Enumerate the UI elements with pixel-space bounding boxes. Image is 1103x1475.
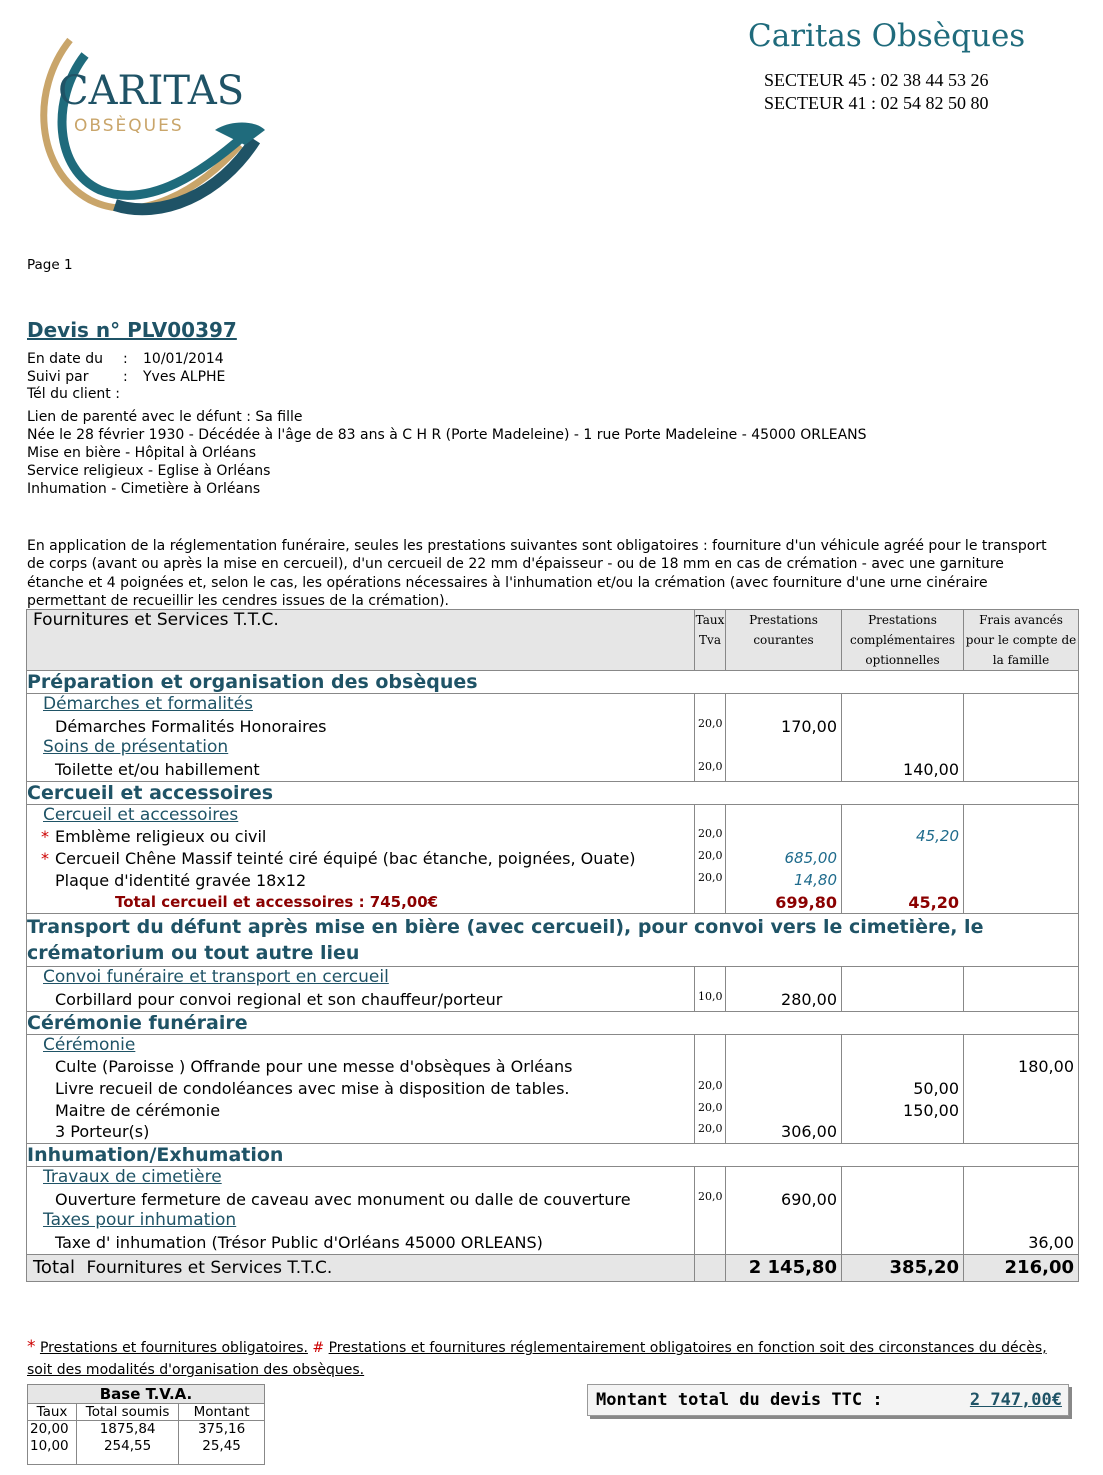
tva-total-soumis: 1875,84 [99,1421,156,1437]
line-item: Culte (Paroisse ) Offrande pour une messe d'obsèques à Orléans [55,1057,573,1077]
amount-courant: 685,00 [784,849,837,868]
subsection-title: Travaux de cimetière [43,1167,222,1187]
sector-41-phone: SECTEUR 41 : 02 54 82 50 80 [764,93,989,113]
line-item: 3 Porteur(s) [55,1122,150,1142]
line-item: Plaque d'identité gravée 18x12 [55,870,307,890]
separator: : [123,369,128,385]
logo-text: CARITAS [58,68,245,114]
inhumation-line: Inhumation - Cimetière à Orléans [27,481,261,497]
tva-montant: 375,16 [197,1421,246,1437]
tva-rate: 10,0 [698,989,723,1003]
header-frais: Frais avancés pour le compte de la famille [964,610,1079,671]
tva-col-montant: Montant [179,1404,265,1421]
subsection-title: Convoi funéraire et transport en cercueil [43,967,389,988]
section-title: Cérémonie funéraire [27,1011,1079,1034]
logo-subtext: OBSÈQUES [74,116,184,136]
service-line: Service religieux - Eglise à Orléans [27,463,271,479]
amount-frais: 36,00 [1028,1233,1074,1253]
grand-total-value: 2 747,00€ [969,1390,1062,1410]
grand-total-box [587,1384,1069,1416]
footnote-obligatoires: Prestations et fournitures obligatoires. [39,1340,308,1356]
separator: : [123,351,128,367]
subsection-title: Taxes pour inhumation [43,1210,237,1231]
total-label: Total [33,1256,76,1278]
section-row [27,914,1079,967]
amount-courant: 306,00 [781,1122,837,1142]
company-name: Caritas Obsèques [748,18,1026,54]
biere-line: Mise en bière - Hôpital à Orléans [27,445,256,461]
mandatory-star: * [27,1337,36,1357]
suivi-row [27,369,225,385]
section-block [27,967,1079,1011]
amount-complementaire: 50,00 [913,1078,959,1098]
amount-complementaire: 150,00 [903,1100,959,1120]
devis-table [26,609,1079,1282]
tva-rate: 20,0 [698,716,723,730]
grand-total-label: Montant total du devis TTC : [596,1390,883,1410]
total-description: Fournitures et Services T.T.C. [86,1257,333,1278]
sector-45-phone: SECTEUR 45 : 02 38 44 53 26 [764,70,989,90]
tva-rate: 20,0 [698,1189,723,1203]
date-label: En date du [27,351,103,367]
amount-courant: 170,00 [781,716,837,736]
subtotal-label: Total cercueil et accessoires : 745,00€ [115,892,439,911]
line-item: Corbillard pour convoi regional et son chauffeur/porteur [55,989,503,1009]
tva-rate: 20,0 [698,1078,723,1092]
line-item: Maitre de cérémonie [55,1100,221,1120]
tva-rate: 20,0 [698,1100,723,1114]
total-frais: 216,00 [964,1254,1079,1281]
section-block [27,1034,1079,1143]
line-item: Livre recueil de condoléances avec mise à disposition de tables. [55,1078,570,1098]
header-tva: Taux Tva [695,610,726,671]
tva-base-table [27,1384,265,1465]
section-title: Transport du défunt après mise en bière (avec cercueil), pour convoi vers le cimetière, le crématorium ou tout autre lieu [27,914,1079,967]
amount-complementaire: 45,20 [916,827,959,846]
date-row [27,351,224,367]
section-row [27,671,1079,694]
amount-courant: 280,00 [781,989,837,1009]
line-item: * Emblème religieux ou civil [41,827,267,847]
header-complementaires: Prestations complémentaires optionnelles [842,610,964,671]
suivi-value: Yves ALPHE [143,369,226,385]
total-courant: 2 145,80 [726,1254,842,1281]
amount-courant: 14,80 [794,870,837,889]
header-fournitures: Fournitures et Services T.T.C. [27,610,695,671]
page-number: Page 1 [27,257,73,273]
line-item: Démarches Formalités Honoraires [55,716,327,736]
tva-col-total: Total soumis [77,1404,179,1421]
line-item: Ouverture fermeture de caveau avec monument ou dalle de couverture [55,1189,631,1209]
subtotal-complementaire: 45,20 [908,892,959,912]
intro-paragraph: En application de la réglementation funéraire, seules les prestations suivantes sont obligatoires : fourniture d'un véhicule agréé pour le transport de corps (avant ou après la mise en cercueil), d'un cercueil de 22 mm d'épaisseur - ou de 18 mm en cas de crémation - avec une garniture étanche et 4 poignées et, selon le cas, les opérations nécessaires à l'inhumation et/ou la crémation (avec fourniture d'une urne cinéraire permettant de recueillir les cendres issues de la crémation). [27,538,1047,609]
section-block [27,804,1079,913]
line-item: * Cercueil Chêne Massif teinté ciré équipé (bac étanche, poignées, Ouate) [41,849,636,869]
section-title: Inhumation/Exhumation [27,1144,1079,1167]
tva-total-soumis: 254,55 [103,1438,152,1454]
section-row [27,781,1079,804]
hash-mark: # [312,1340,325,1356]
section-block [27,694,1079,782]
naissance-line: Née le 28 février 1930 - Décédée à l'âge de 83 ans à C H R (Porte Madeleine) - 1 rue Porte Madeleine - 45000 ORLEANS [27,427,867,443]
amount-frais: 180,00 [1018,1057,1074,1077]
section-row [27,1011,1079,1034]
mandatory-star: * [41,849,49,869]
section-title: Préparation et organisation des obsèques [27,671,1079,694]
tva-col-taux: Taux [28,1404,77,1421]
line-item: Toilette et/ou habillement [55,760,260,780]
tva-rate: 20,0 [698,849,723,863]
section-row [27,1144,1079,1167]
tva-rate: 20,0 [698,1122,723,1136]
footnote-reglementaires: Prestations et fournitures réglementairement obligatoires en fonction soit des circonstances du décès, soit des modalités d'organisation des obsèques. [27,1340,1047,1378]
company-logo [30,20,270,250]
footnotes [27,1336,1067,1381]
tel-label: Tél du client : [27,386,120,402]
subtotal-courant: 699,80 [775,892,837,912]
line-item: Taxe d' inhumation (Trésor Public d'Orléans 45000 ORLEANS) [55,1233,543,1253]
tva-rate: 20,0 [698,760,723,774]
total-row [27,1254,1079,1281]
tva-montant: 25,45 [202,1438,241,1454]
date-value: 10/01/2014 [143,351,224,367]
mandatory-star: * [41,827,49,847]
header-courantes: Prestations courantes [726,610,842,671]
section-title: Cercueil et accessoires [27,781,1079,804]
amount-courant: 690,00 [781,1189,837,1209]
suivi-label: Suivi par [27,369,89,385]
lien-line: Lien de parenté avec le défunt : Sa fille [27,409,303,425]
table-header [27,610,1079,671]
defunt-info [27,408,907,498]
subsection-title: Cérémonie [43,1034,136,1055]
section-block [27,1167,1079,1255]
tva-taux: 10,00 [30,1438,69,1454]
tva-taux: 20,00 [30,1421,69,1437]
tva-rate: 20,0 [698,870,723,884]
total-complementaire: 385,20 [842,1254,964,1281]
devis-title: Devis n° PLV00397 [27,318,237,342]
tva-table-title: Base T.V.A. [28,1385,265,1404]
amount-complementaire: 140,00 [903,760,959,780]
tva-rate: 20,0 [698,827,723,841]
subsection-title: Soins de présentation [43,737,229,758]
subsection-title: Démarches et formalités [43,694,253,714]
subsection-title: Cercueil et accessoires [43,804,239,825]
